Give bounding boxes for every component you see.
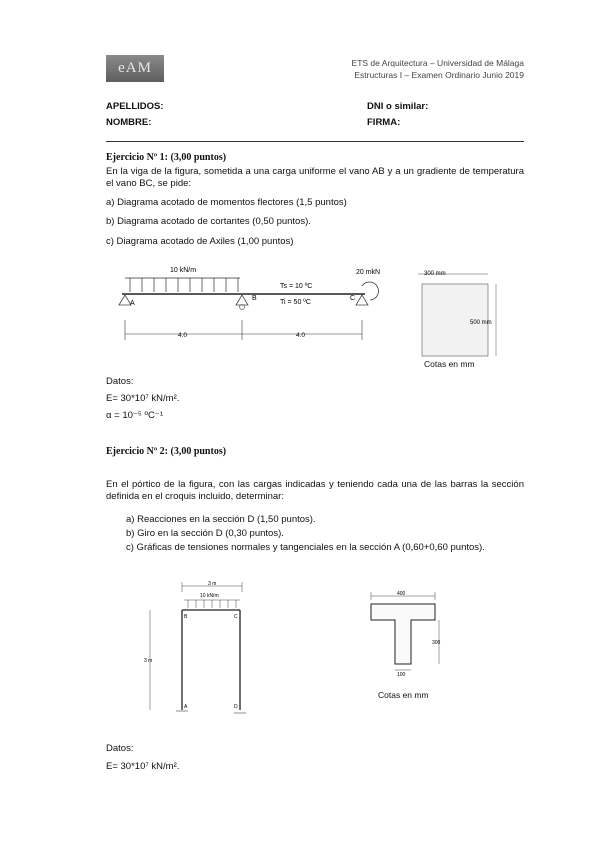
ex1-item-b: b) Diagrama acotado de cortantes (0,50 puntos). [106,216,311,227]
firma-label: FIRMA: [367,117,401,128]
frame-height-label: 3 m [144,658,153,664]
ex1-cotas: Cotas en mm [424,359,475,369]
moment-label: 20 mkN [356,269,381,276]
frame-node-b: B [184,614,188,620]
frame-distributed-load [184,600,240,608]
frame-members [182,610,240,710]
ex1-section-figure [408,262,508,362]
ex2-frame-figure [140,578,260,728]
ex2-item-a: a) Reacciones en la sección D (1,50 puntos). [126,514,316,525]
header-info [352,57,524,81]
ex2-tsection-figure [355,588,455,680]
ex1-beam-figure [100,258,390,348]
section-height-label: 500 mm [470,320,492,326]
frame-load-label: 10 kN/m [200,593,219,599]
section-width-label: 300 mm [424,271,446,277]
exam-name: Estructuras I – Examen Ordinario Junio 2019 [354,70,524,80]
ex2-e-value: E= 30*10⁷ kN/m². [106,761,180,772]
load-label: 10 kN/m [170,267,197,274]
node-c: C [350,295,356,302]
web-height-label: 300 [432,640,441,646]
node-a: A [130,300,135,307]
dimension-line [125,320,362,340]
dni-label: DNI o similar: [367,101,429,112]
ex2-item-b: b) Giro en la sección D (0,30 puntos). [126,528,284,539]
ex1-datos-label: Datos: [106,376,134,387]
support-b [236,295,248,305]
ex1-title: Ejercicio Nº 1: (3,00 puntos) [106,152,227,163]
ex2-title: Ejercicio Nº 2: (3,00 puntos) [106,446,227,457]
ex2-cotas: Cotas en mm [378,690,429,700]
ex2-datos-label: Datos: [106,743,134,754]
ex1-item-c: c) Diagrama acotado de Axiles (1,00 puntos) [106,236,294,247]
span1-label: 4.0 [178,332,188,339]
frame-span-label: 3 m [208,581,217,587]
flange-width-label: 400 [397,591,406,597]
frame-supports [176,711,246,713]
ex2-item-c: c) Gráficas de tensiones normales y tangenciales en la sección A (0,60+0,60 puntos). [126,542,485,553]
node-b: B [252,295,257,302]
ex2-intro: En el pórtico de la figura, con las cargas indicadas y teniendo cada una de las barras la sección definida en el croquis incluido, determinar: [106,479,524,502]
web-width-label: 100 [397,672,406,678]
apellidos-label: APELLIDOS: [106,101,164,112]
school-name: ETS de Arquitectura – Universidad de Málaga [351,58,524,68]
header-divider [106,141,524,142]
span2-label: 4.0 [296,332,306,339]
moment-arrow [362,282,378,300]
nombre-label: NOMBRE: [106,117,152,128]
t-section [371,604,435,664]
ex1-item-a: a) Diagrama acotado de momentos flectores (1,5 puntos) [106,197,347,208]
frame-node-c: C [234,614,238,620]
school-logo: eAM [106,55,164,82]
ex1-e-value: E= 30*10⁷ kN/m². [106,393,180,404]
ex1-intro: En la viga de la figura, sometida a una carga uniforme el vano AB y a un gradiente de temperatura el vano BC, se pide: [106,166,524,189]
ts-label: Ts = 10 ºC [280,283,313,290]
ex1-alpha-value: α = 10⁻⁵ ºC⁻¹ [106,410,163,421]
frame-node-a: A [184,704,188,710]
frame-node-d: D [234,704,238,710]
distributed-load [125,278,240,292]
ti-label: Ti = 50 ºC [280,299,311,306]
support-c [356,295,368,305]
